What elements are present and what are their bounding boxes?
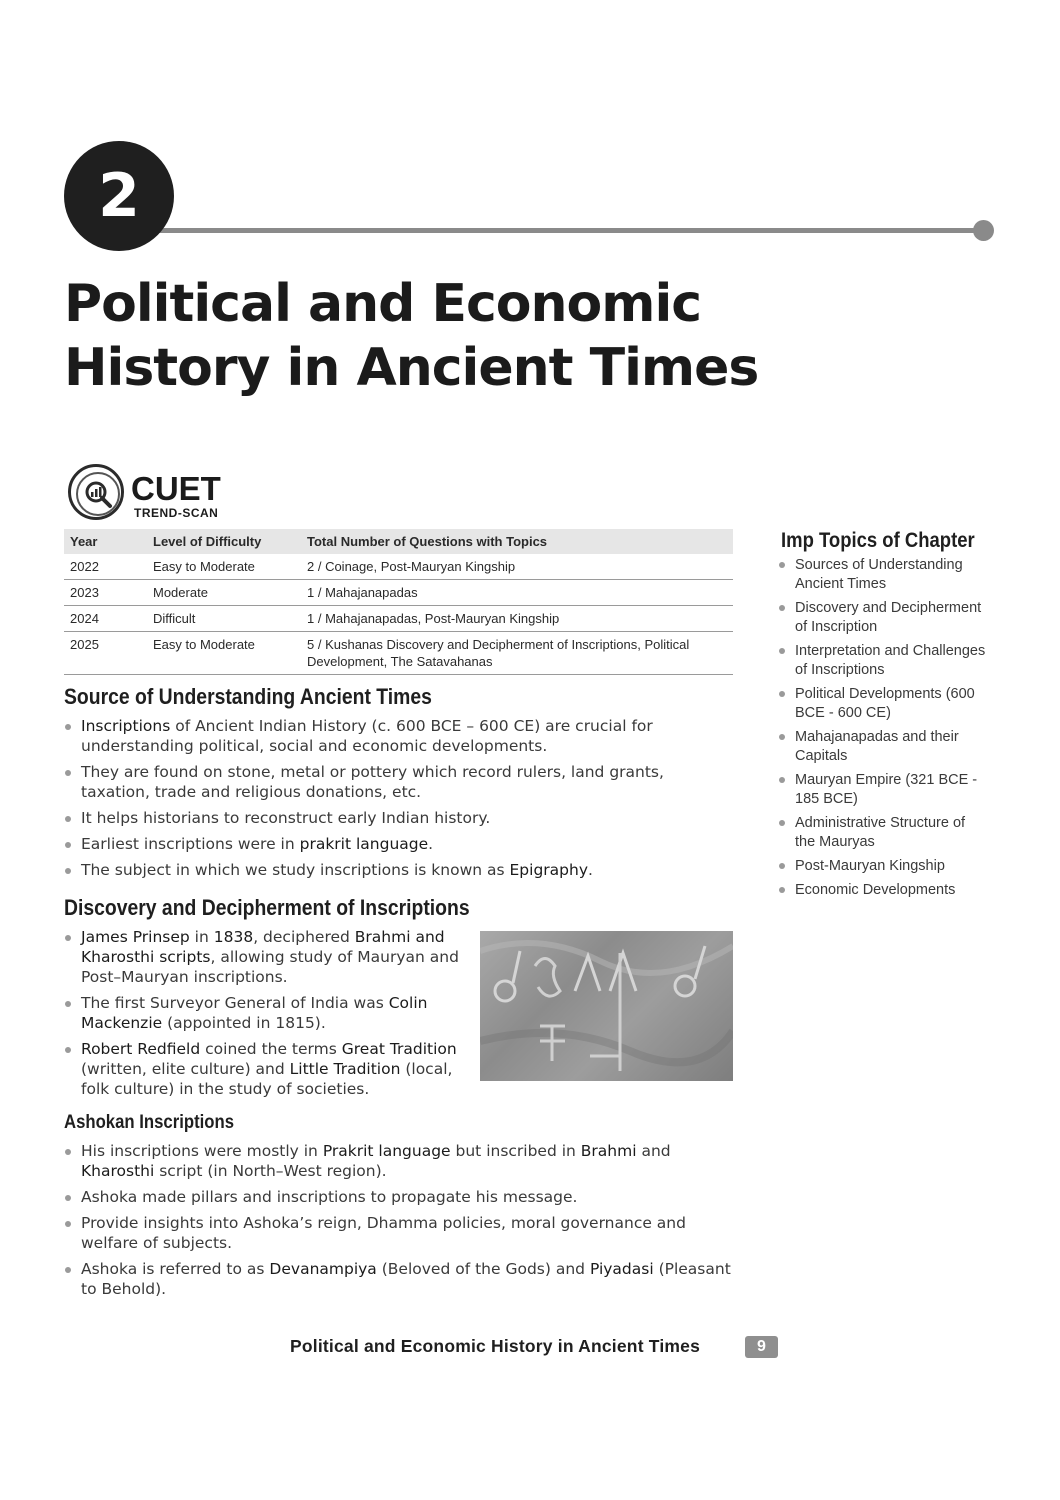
sources-bullet [64, 808, 736, 828]
emphasis-text: Devanampiya [269, 1260, 377, 1278]
sources-bullet [64, 762, 736, 802]
table-header-row [64, 529, 733, 554]
sources-bullet [64, 834, 736, 854]
ashokan-bullet [64, 1259, 736, 1299]
topic-item: Discovery and Decipherment of Inscription [778, 599, 988, 637]
column-header: Level of Difficulty [147, 529, 301, 554]
table-cell: 2024 [64, 606, 147, 632]
bullet-text: but inscribed in [450, 1142, 581, 1160]
emphasis-text: Great Tradition [341, 1040, 457, 1058]
page-number: 9 [745, 1336, 778, 1358]
topic-item: Mauryan Empire (321 BCE - 185 BCE) [778, 771, 988, 809]
imp-topics-list [778, 556, 988, 905]
table-cell: Moderate [147, 580, 301, 606]
emphasis-text: Epigraphy [509, 861, 588, 879]
discovery-bullet [64, 927, 468, 987]
sources-bullet [64, 860, 736, 880]
bullet-text: (appointed in 1815). [162, 1014, 326, 1032]
bullet-text: script (in North–West region). [154, 1162, 387, 1180]
column-header: Total Number of Questions with Topics [301, 529, 733, 554]
table-cell: Difficult [147, 606, 301, 632]
bullet-text: The subject in which we study inscriptions is known as [81, 861, 510, 879]
sources-bullet [64, 716, 736, 756]
emphasis-text: Prakrit language [322, 1142, 451, 1160]
bullet-text: , allowing study of Mauryan and Post–Mauryan inscriptions. [81, 948, 459, 986]
emphasis-text: Colin Mackenzie [81, 994, 428, 1032]
emphasis-text: 1838 [213, 928, 254, 946]
bullet-text: The first Surveyor General of India was [81, 994, 389, 1012]
bullet-text: Earliest inscriptions were in [81, 835, 300, 853]
bullet-text: , deciphered [253, 928, 355, 946]
table-row [64, 606, 733, 632]
table-row [64, 632, 733, 675]
logo-sub-text: TREND-SCAN [134, 506, 219, 520]
footer-title: Political and Economic History in Ancient Times [290, 1336, 701, 1356]
section-heading-sources: Source of Understanding Ancient Times [64, 684, 432, 709]
ashokan-bullet [64, 1187, 736, 1207]
topic-item: Economic Developments [778, 881, 988, 900]
bullet-text: coined the terms [200, 1040, 342, 1058]
emphasis-text: Inscriptions [81, 717, 171, 735]
discovery-bullet [64, 1039, 468, 1099]
table-cell: 1 / Mahajanapadas, Post-Mauryan Kingship [301, 606, 733, 632]
ashokan-bullet-list [64, 1141, 736, 1305]
table-cell: 5 / Kushanas Discovery and Decipherment of Inscriptions, Political Development, The Satavahanas [301, 632, 733, 675]
table-cell: 2023 [64, 580, 147, 606]
chapter-number: 2 [64, 141, 174, 251]
bullet-text: (local, folk culture) in the study of societies. [81, 1060, 453, 1098]
bullet-text: . [588, 861, 593, 879]
logo-main-text: CUET [131, 470, 221, 507]
table-row [64, 580, 733, 606]
table-cell: Easy to Moderate [147, 554, 301, 580]
bullet-text: They are found on stone, metal or pottery which record rulers, land grants, taxation, trade and religious donations, etc. [81, 763, 664, 801]
bullet-text: (written, elite culture) and [81, 1060, 290, 1078]
topic-item: Post-Mauryan Kingship [778, 857, 988, 876]
bullet-text: His inscriptions were mostly in [81, 1142, 323, 1160]
emphasis-text: Robert Redfield [81, 1040, 201, 1058]
table-cell: 2022 [64, 554, 147, 580]
cuet-trend-scan-logo [68, 464, 268, 522]
sources-bullet-list [64, 716, 736, 886]
topic-item: Mahajanapadas and their Capitals [778, 728, 988, 766]
bullet-text: Ashoka is referred to as [81, 1260, 270, 1278]
emphasis-text: Piyadasi [589, 1260, 654, 1278]
section-heading-ashokan: Ashokan Inscriptions [64, 1112, 235, 1133]
discovery-bullet [64, 993, 468, 1033]
bullet-text: (Pleasant to Behold). [81, 1260, 731, 1298]
table-cell: 2025 [64, 632, 147, 675]
emphasis-text: Brahmi [580, 1142, 637, 1160]
column-header: Year [64, 529, 147, 554]
bullet-text: (Beloved of the Gods) and [376, 1260, 590, 1278]
chapter-rule [150, 228, 982, 233]
discovery-bullet-list [64, 927, 468, 1105]
bullet-text: Ashoka made pillars and inscriptions to propagate his message. [81, 1188, 578, 1206]
chapter-title: Political and Economic History in Ancient Times [64, 274, 759, 398]
bullet-text: in [189, 928, 214, 946]
table-cell: 1 / Mahajanapadas [301, 580, 733, 606]
topic-item: Administrative Structure of the Mauryas [778, 814, 988, 852]
table-row [64, 554, 733, 580]
bullet-text: . [428, 835, 434, 853]
emphasis-text: Kharosthi [81, 1162, 155, 1180]
bullet-text: Provide insights into Ashoka’s reign, Dhamma policies, moral governance and welfare of subjects. [81, 1214, 686, 1252]
emphasis-text: Little Tradition [289, 1060, 401, 1078]
topic-item: Political Developments (600 BCE - 600 CE) [778, 685, 988, 723]
brahmi-inscription-photo [480, 931, 733, 1081]
ashokan-bullet [64, 1213, 736, 1253]
ashokan-bullet [64, 1141, 736, 1181]
emphasis-text: James Prinsep [81, 928, 190, 946]
topic-item: Sources of Understanding Ancient Times [778, 556, 988, 594]
bullet-text: It helps historians to reconstruct early Indian history. [81, 809, 491, 827]
bullet-text: and [636, 1142, 671, 1160]
emphasis-text: Brahmi and Kharosthi scripts [81, 928, 445, 966]
trend-table [64, 529, 733, 675]
magnifier-chart-icon [68, 464, 124, 520]
bullet-text: of Ancient Indian History (c. 600 BCE – 600 CE) are crucial for understanding political, social and economic developments. [81, 717, 653, 755]
section-heading-discovery: Discovery and Decipherment of Inscriptions [64, 895, 470, 920]
topic-item: Interpretation and Challenges of Inscriptions [778, 642, 988, 680]
table-cell: 2 / Coinage, Post-Mauryan Kingship [301, 554, 733, 580]
table-cell: Easy to Moderate [147, 632, 301, 675]
emphasis-text: prakrit language [299, 835, 429, 853]
sidebar-title: Imp Topics of Chapter [781, 529, 975, 552]
